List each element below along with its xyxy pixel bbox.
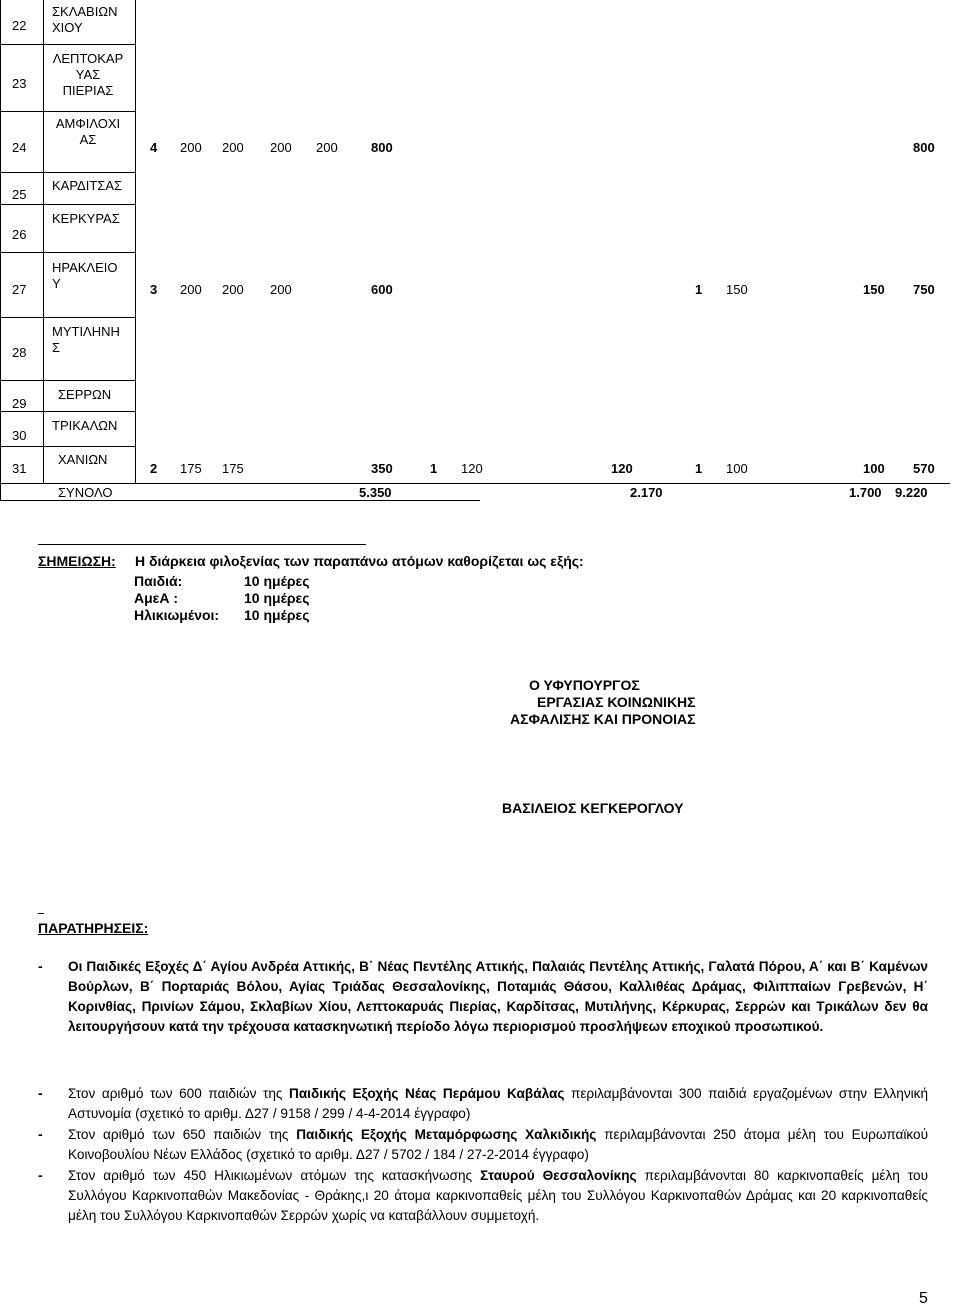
value-cell: 750 bbox=[913, 282, 935, 297]
bullet: - bbox=[38, 1126, 43, 1142]
note-key: ΑμεΑ : bbox=[134, 590, 178, 606]
row-number: 25 bbox=[12, 187, 27, 202]
remark-item: Οι Παιδικές Εξοχές Δ΄ Αγίου Ανδρέα Αττικής, Β΄ Νέας Πεντέλης Αττικής, Παλαιάς Πεντέλης Αττικής, Γαλατά Πόρου, Α΄ και Β΄ Καμένων Βούρλων, Β΄ Πορταριάς Βόλου, Αγίας Τριάδας Θεσσαλονίκης, Ποταμιάς Θάσου, Καλλιθέας Δράμας, Φιλιππαίων Γρεβενών, Η΄ Κορινθίας, Πρινίων Σάμου, Σκλαβίων Χίου, Λεπτοκαρυάς Πιερίας, Καρδίτσας, Μυτιλήνης, Κέρκυρας, Σερρών και Τρικάλων δεν θα λειτουργήσουν κατά την τρέχουσα κατασκηνωτική περίοδο λόγω περιορισμού προσλήψεων εποχικού προσωπικού. bbox=[68, 959, 928, 1034]
value-cell: 2 bbox=[150, 461, 158, 476]
row-name: ΜΥΤΙΛΗΝΗ Σ bbox=[52, 324, 120, 355]
value-cell: 120 bbox=[611, 461, 633, 476]
value-cell: 1 bbox=[695, 282, 703, 297]
row-number: 26 bbox=[12, 227, 27, 242]
value-cell: 1 bbox=[695, 461, 703, 476]
value-cell: 200 bbox=[316, 140, 338, 155]
value-cell: 570 bbox=[913, 461, 935, 476]
total-value: 1.700 bbox=[849, 485, 882, 500]
bullet: - bbox=[38, 958, 43, 974]
remark-item: Στον αριθμό των 600 παιδιών της Παιδικής Εξοχής Νέας Περάμου Καβάλας περιλαμβάνονται 300 παιδιά εργαζομένων στην Ελληνική Αστυνομία (σχετικό το αριθμ. Δ27 / 9158 / 299 / 4-4-2014 έγγραφο) bbox=[68, 1086, 929, 1121]
row-number: 22 bbox=[12, 18, 27, 33]
value-cell: 200 bbox=[270, 140, 292, 155]
value-cell: 200 bbox=[222, 140, 244, 155]
row-number: 27 bbox=[12, 282, 27, 297]
value-cell: 100 bbox=[863, 461, 885, 476]
value-cell: 200 bbox=[270, 282, 292, 297]
value-cell: 4 bbox=[150, 140, 158, 155]
value-cell: 150 bbox=[726, 282, 748, 297]
row-name: ΗΡΑΚΛΕΙΟ Υ bbox=[52, 260, 118, 291]
row-number: 24 bbox=[12, 140, 27, 155]
note-text: Η διάρκεια φιλοξενίας των παραπάνω ατόμων καθορίζεται ως εξής: bbox=[135, 553, 584, 569]
value-cell: 200 bbox=[222, 282, 244, 297]
row-name: ΛΕΠΤΟΚΑΡ ΥΑΣ ΠΙΕΡΙΑΣ bbox=[52, 51, 124, 98]
row-name: ΚΕΡΚΥΡΑΣ bbox=[52, 211, 120, 226]
remarks-heading: ΠΑΡΑΤΗΡΗΣΕΙΣ: bbox=[38, 920, 149, 936]
note-key: Παιδιά: bbox=[134, 573, 183, 589]
note-value: 10 ημέρες bbox=[244, 590, 310, 606]
value-cell: 1 bbox=[430, 461, 438, 476]
value-cell: 100 bbox=[726, 461, 748, 476]
total-label: ΣΥΝΟΛΟ bbox=[58, 485, 113, 500]
total-value: 2.170 bbox=[630, 485, 663, 500]
row-number: 31 bbox=[12, 461, 27, 476]
signatory-name: ΒΑΣΙΛΕΙΟΣ ΚΕΓΚΕΡΟΓΛΟΥ bbox=[502, 800, 684, 816]
note-key: Ηλικιωμένοι: bbox=[134, 607, 220, 623]
row-number: 28 bbox=[12, 345, 27, 360]
row-name: ΚΑΡΔΙΤΣΑΣ bbox=[52, 178, 123, 193]
value-cell: 800 bbox=[913, 140, 935, 155]
note-label: ΣΗΜΕΙΩΣΗ: bbox=[38, 553, 116, 569]
signature-title: Ο ΥΦΥΠΟΥΡΓΟΣ bbox=[529, 677, 640, 693]
value-cell: 120 bbox=[461, 461, 483, 476]
bullet: - bbox=[38, 1085, 43, 1101]
row-name: ΣΚΛΑΒΙΩΝ ΧΙΟΥ bbox=[52, 4, 118, 35]
row-name: ΤΡΙΚΑΛΩΝ bbox=[52, 418, 118, 433]
remark-item: Στον αριθμό των 450 Ηλικιωμένων ατόμων της κατασκήνωσης Σταυρού Θεσσαλονίκης περιλαμβάνονται 80 καρκινοπαθείς μέλη του Συλλόγου Καρκινοπαθών Μακεδονίας - Θράκης,ι 20 άτομα καρκινοπαθείς μέλη του Συλλόγου Καρκινοπαθών Δράμας και 20 καρκινοπαθείς μέλη του Συλλόγου Καρκινοπαθών Σερρών χωρίς να καταβάλλουν συμμετοχή. bbox=[68, 1168, 928, 1223]
page-number: 5 bbox=[919, 1290, 928, 1307]
value-cell: 3 bbox=[150, 282, 158, 297]
remark-item: Στον αριθμό των 650 παιδιών της Παιδικής Εξοχής Μεταμόρφωσης Χαλκιδικής περιλαμβάνονται 250 άτομα μέλη του Ευρωπαϊκού Κοινοβουλίου Νέων Ελλάδος (σχετικό το αριθμ. Δ27 / 5702 / 184 / 27-2-2014 έγγραφο) bbox=[68, 1127, 929, 1162]
row-name: ΣΕΡΡΩΝ bbox=[58, 387, 112, 402]
row-number: 29 bbox=[12, 396, 27, 411]
signature-title: ΕΡΓΑΣΙΑΣ ΚΟΙΝΩΝΙΚΗΣ bbox=[537, 694, 696, 710]
bullet: - bbox=[38, 1167, 43, 1183]
total-value: 9.220 bbox=[895, 485, 928, 500]
row-number: 30 bbox=[12, 428, 27, 443]
row-number: 23 bbox=[12, 76, 27, 91]
row-name: ΑΜΦΙΛΟΧΙ ΑΣ bbox=[55, 116, 121, 147]
value-cell: 600 bbox=[371, 282, 393, 297]
value-cell: 175 bbox=[180, 461, 202, 476]
value-cell: 350 bbox=[371, 461, 393, 476]
value-cell: 150 bbox=[863, 282, 885, 297]
value-cell: 200 bbox=[180, 282, 202, 297]
note-value: 10 ημέρες bbox=[244, 607, 310, 623]
row-name: ΧΑΝΙΩΝ bbox=[58, 452, 108, 467]
total-value: 5.350 bbox=[359, 485, 392, 500]
value-cell: 800 bbox=[371, 140, 393, 155]
signature-title: ΑΣΦΑΛΙΣΗΣ ΚΑΙ ΠΡΟΝΟΙΑΣ bbox=[510, 711, 696, 727]
value-cell: 175 bbox=[222, 461, 244, 476]
value-cell: 200 bbox=[180, 140, 202, 155]
note-value: 10 ημέρες bbox=[244, 573, 310, 589]
